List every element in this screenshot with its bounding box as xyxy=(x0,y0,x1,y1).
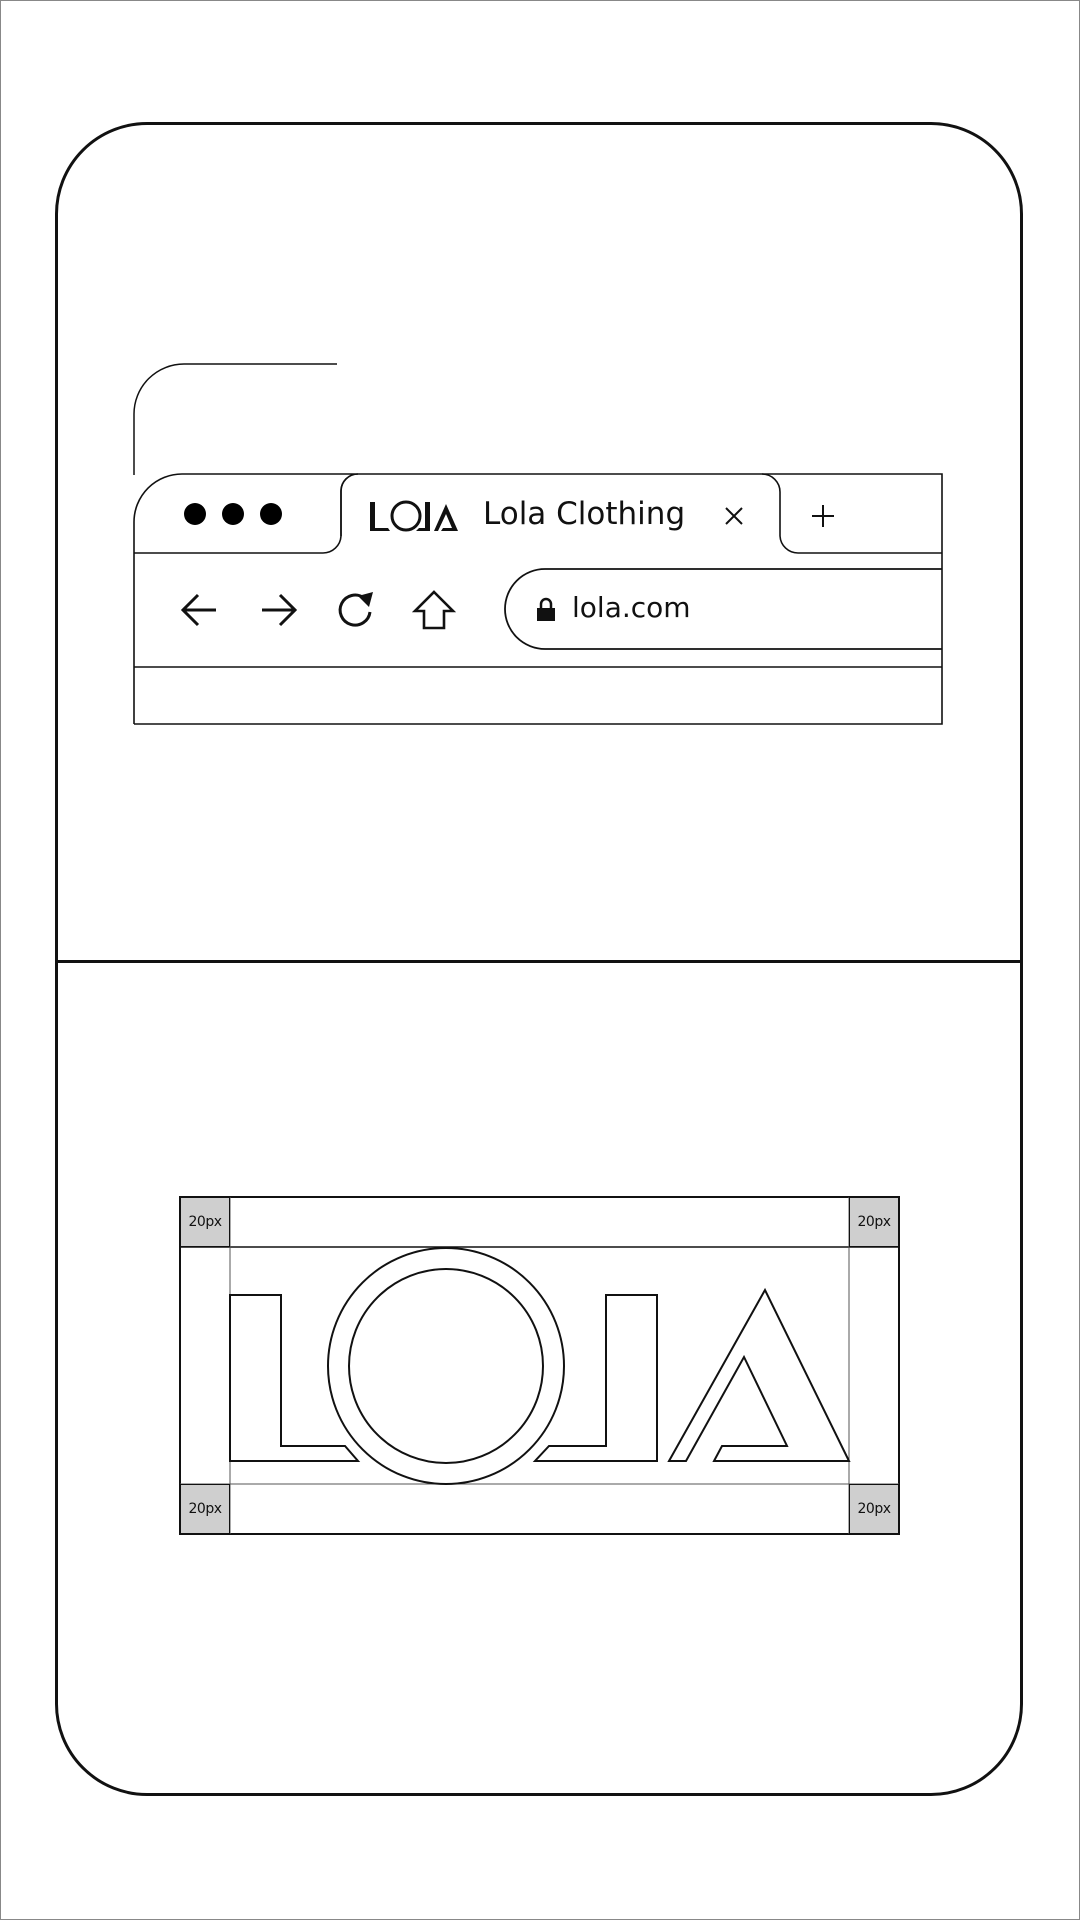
tab-logo-text: LOLA xyxy=(368,498,371,499)
margin-marker-top-left: 20px xyxy=(180,1197,230,1247)
margin-marker-bottom-right: 20px xyxy=(849,1484,899,1534)
margin-marker-top-right: 20px xyxy=(849,1197,899,1247)
address-url[interactable]: lola.com xyxy=(572,591,691,624)
margin-marker-bottom-left: 20px xyxy=(180,1484,230,1534)
tab-title: Lola Clothing xyxy=(483,496,686,532)
